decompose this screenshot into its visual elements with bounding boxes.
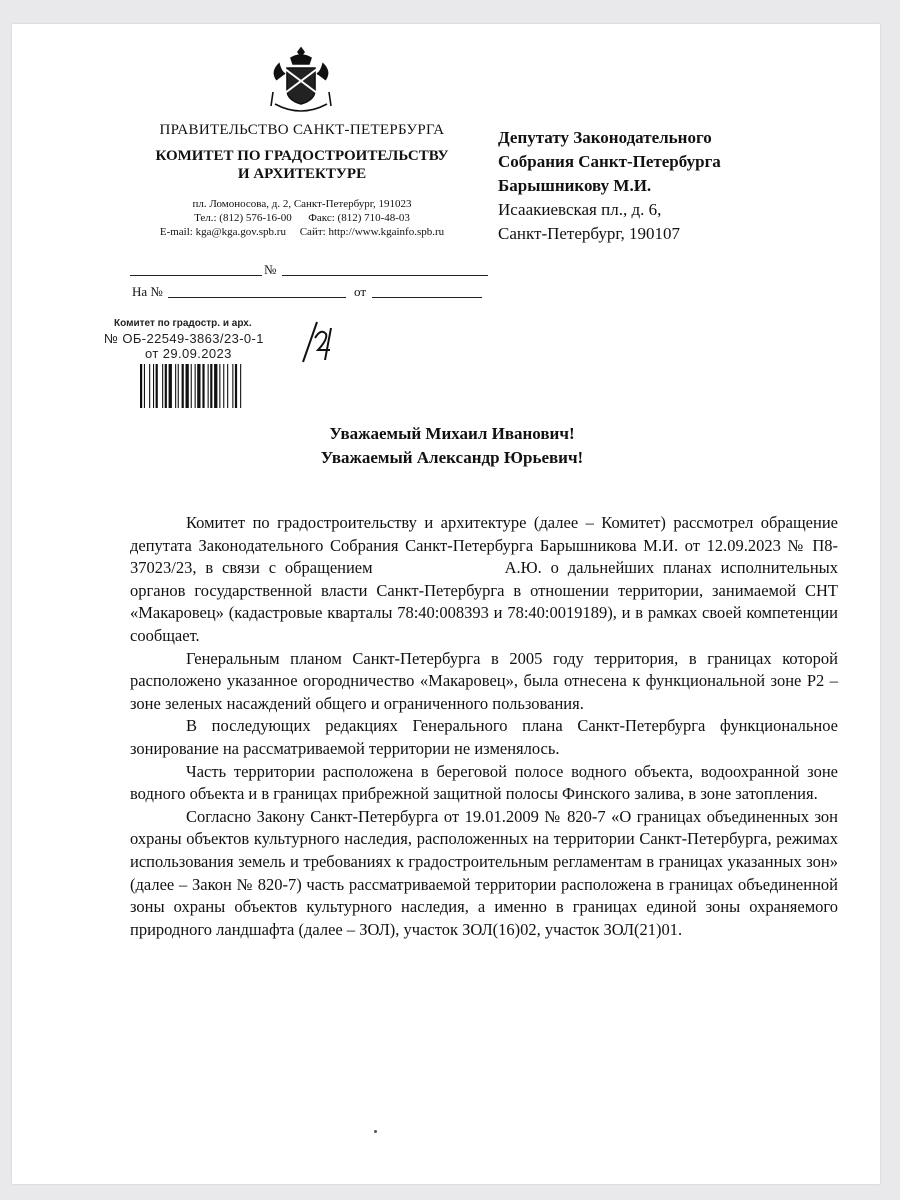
barcode-bar xyxy=(169,364,172,408)
sender-contacts xyxy=(117,197,487,239)
barcode-bar xyxy=(162,364,163,408)
barcode-bar xyxy=(197,364,200,408)
barcode xyxy=(140,364,272,408)
committee-line-1: КОМИТЕТ ПО ГРАДОСТРОИТЕЛЬСТВУ xyxy=(155,148,449,164)
barcode-bar xyxy=(178,364,179,408)
government-name: ПРАВИТЕЛЬСТВО САНКТ-ПЕТЕРБУРГА xyxy=(159,122,445,138)
outgoing-date-blank xyxy=(130,260,262,276)
paragraph-5: Согласно Закону Санкт-Петербурга от 19.01.2009 № 820-7 «О границах объединенных зон охраны объектов культурного наследия, расположенных на территории Санкт-Петербурга, режимах использования земель и требованиях к градостроительным регламентам в границах указанных зон» (далее – Закон № 820-7) часть рассматриваемой территории расположена в границах объединенной зоны охраны объектов культурного наследия, а именно в границах единой зоны охраняемого природного ландшафта (далее – ЗОЛ), участок ЗОЛ(16)02, участок ЗОЛ(21)01. xyxy=(130,806,838,939)
committee-name xyxy=(117,147,487,183)
stamp-organization: Комитет по градостр. и арх. xyxy=(114,318,252,329)
greeting-line-1: Уважаемый Михаил Иванович! xyxy=(329,424,575,443)
document-page xyxy=(12,24,880,1184)
paragraph-2: Генеральным планом Санкт-Петербурга в 2005 году территория, в границах которой расположено указанное огородничество «Макаровец», была отнесена к функциональной зоне Р2 – зоне зеленых насаждений общего и ограниченного пользования. xyxy=(130,648,838,713)
sender-block xyxy=(117,122,487,239)
barcode-bar xyxy=(156,364,158,408)
number-sign: № xyxy=(264,262,277,277)
barcode-bar xyxy=(153,364,154,408)
incoming-number-line xyxy=(130,282,490,304)
barcode-bar xyxy=(235,364,237,408)
sender-web xyxy=(117,225,487,239)
paragraph-4: Часть территории расположена в береговой полосе водного объекта, водоохранной зоне водного объекта и в границах прибрежной защитной полосы Финского залива, в зоне затопления. xyxy=(130,761,838,804)
scan-speck xyxy=(374,1130,377,1133)
recipient-line-3: Барышникову М.И. xyxy=(498,176,652,195)
barcode-bar xyxy=(140,364,142,408)
outgoing-number-line xyxy=(130,260,490,282)
paragraph-1 xyxy=(130,512,838,648)
barcode-bar xyxy=(195,364,196,408)
barcode-bar xyxy=(208,364,209,408)
paragraph-1-part-a: Комитет по градостроительству и архитектуре (далее – Комитет) рассмотрел обращение депутата Законодательного Собрания Санкт-Петербурга Барышникова М.И. от 12.09.2023 № П8-37023/23, в связи с обращением xyxy=(130,513,838,578)
barcode-bar xyxy=(182,364,184,408)
incoming-date-blank xyxy=(372,282,482,298)
barcode-bar xyxy=(144,364,145,408)
barcode-bar xyxy=(202,364,204,408)
outgoing-number-blank xyxy=(282,260,488,276)
sender-phone: Тел.: (812) 576-16-00 xyxy=(194,212,292,224)
paragraph-1-part-b: А.Ю. о дальнейших планах исполнительных органов государственной власти Санкт-Петербурга в отношении территории, занимаемой СНТ «Макаровец» (кадастровые кварталы 78:40:008393 и 78:40:0019189), и в рамках своей компетенции сообщает. xyxy=(130,558,838,645)
barcode-bar xyxy=(219,364,220,408)
greeting-line-2: Уважаемый Александр Юрьевич! xyxy=(320,448,584,467)
barcode-bar xyxy=(165,364,167,408)
barcode-bar xyxy=(223,364,224,408)
recipient-line-1: Депутату Законодательного xyxy=(498,128,712,147)
stamp-number: № ОБ-22549-3863/23-0-1 xyxy=(104,331,264,346)
sender-phones xyxy=(117,211,487,225)
barcode-bar xyxy=(240,364,241,408)
incoming-number-blank xyxy=(168,282,346,298)
stamp-date: от 29.09.2023 xyxy=(145,346,232,361)
barcode-bar xyxy=(214,364,217,408)
recipient-line-2: Собрания Санкт-Петербурга xyxy=(498,152,721,171)
barcode-bar xyxy=(191,364,192,408)
barcode-bar xyxy=(186,364,189,408)
from-label: от xyxy=(354,284,367,299)
greeting xyxy=(132,422,772,470)
letter-body xyxy=(130,512,838,941)
sender-address: пл. Ломоносова, д. 2, Санкт-Петербург, 191023 xyxy=(192,198,412,210)
recipient-line-5: Санкт-Петербург, 190107 xyxy=(498,224,680,243)
recipient-block xyxy=(498,126,838,246)
registration-stamp xyxy=(90,316,335,422)
committee-line-2: И АРХИТЕКТУРЕ xyxy=(237,166,367,182)
barcode-bar xyxy=(210,364,212,408)
paragraph-3: В последующих редакциях Генерального плана Санкт-Петербурга функциональное зонирование на рассматриваемой территории не изменялось. xyxy=(130,716,838,758)
barcode-bar xyxy=(149,364,150,408)
coat-of-arms-icon xyxy=(269,46,333,114)
handwritten-annotation xyxy=(295,316,337,366)
sender-site: Сайт: http://www.kgainfo.spb.ru xyxy=(299,226,445,238)
sender-email: E-mail: kga@kga.gov.spb.ru xyxy=(159,226,286,238)
on-number-label: На № xyxy=(132,284,163,299)
barcode-bar xyxy=(175,364,176,408)
registration-lines xyxy=(130,260,490,304)
barcode-bar xyxy=(227,364,228,408)
recipient-line-4: Исаакиевская пл., д. 6, xyxy=(498,200,662,219)
sender-fax: Факс: (812) 710-48-03 xyxy=(308,212,410,224)
barcode-bar xyxy=(232,364,233,408)
